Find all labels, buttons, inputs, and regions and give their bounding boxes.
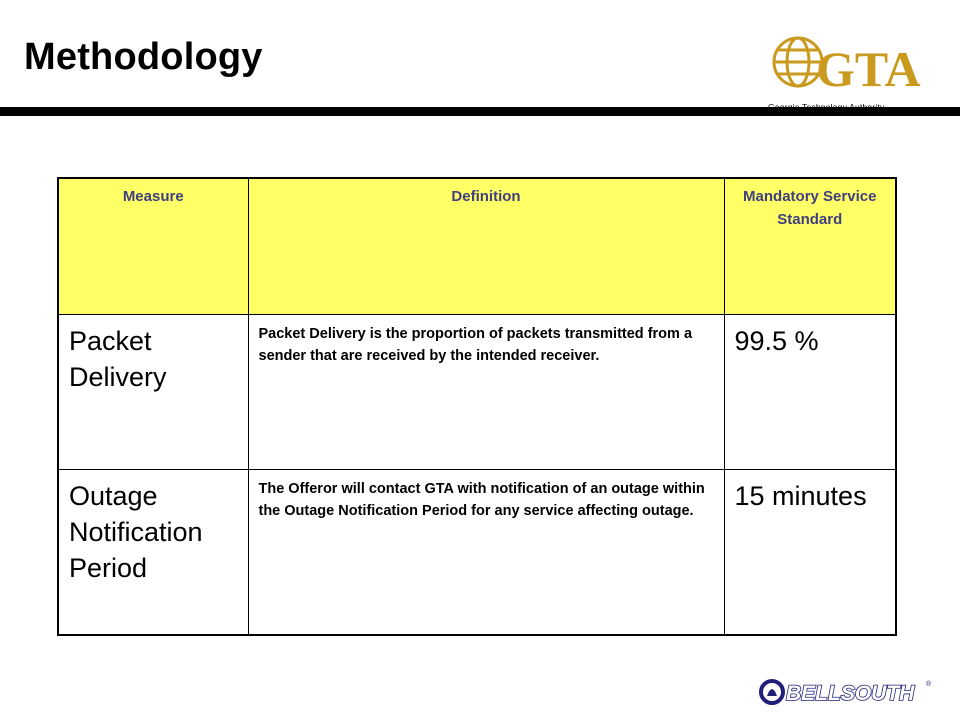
table-row [58, 314, 896, 469]
page-title: Methodology [24, 36, 263, 78]
table-header-row [58, 178, 896, 314]
header-definition: Definition [248, 178, 724, 314]
header-measure: Measure [58, 178, 248, 314]
standard-cell: 99.5 % [724, 314, 896, 469]
header-standard: Mandatory Service Standard [724, 178, 896, 314]
gta-logo [768, 24, 921, 100]
globe-icon [768, 24, 921, 100]
measure-cell: Outage Notification Period [58, 469, 248, 635]
table-row [58, 469, 896, 635]
standard-cell: 15 minutes [724, 469, 896, 635]
definition-cell: The Offeror will contact GTA with notification of an outage within the Outage Notification Period for any service affecting outage. [248, 469, 724, 635]
logo-mark: GTA [816, 41, 921, 97]
methodology-table [57, 177, 897, 636]
bellsouth-wordmark: BELLSOUTH [786, 682, 915, 705]
measure-cell: Packet Delivery [58, 314, 248, 469]
svg-text:®: ® [926, 681, 932, 688]
definition-cell: Packet Delivery is the proportion of packets transmitted from a sender that are received by the intended receiver. [248, 314, 724, 469]
title-divider [0, 107, 960, 116]
bellsouth-logo [756, 674, 936, 710]
